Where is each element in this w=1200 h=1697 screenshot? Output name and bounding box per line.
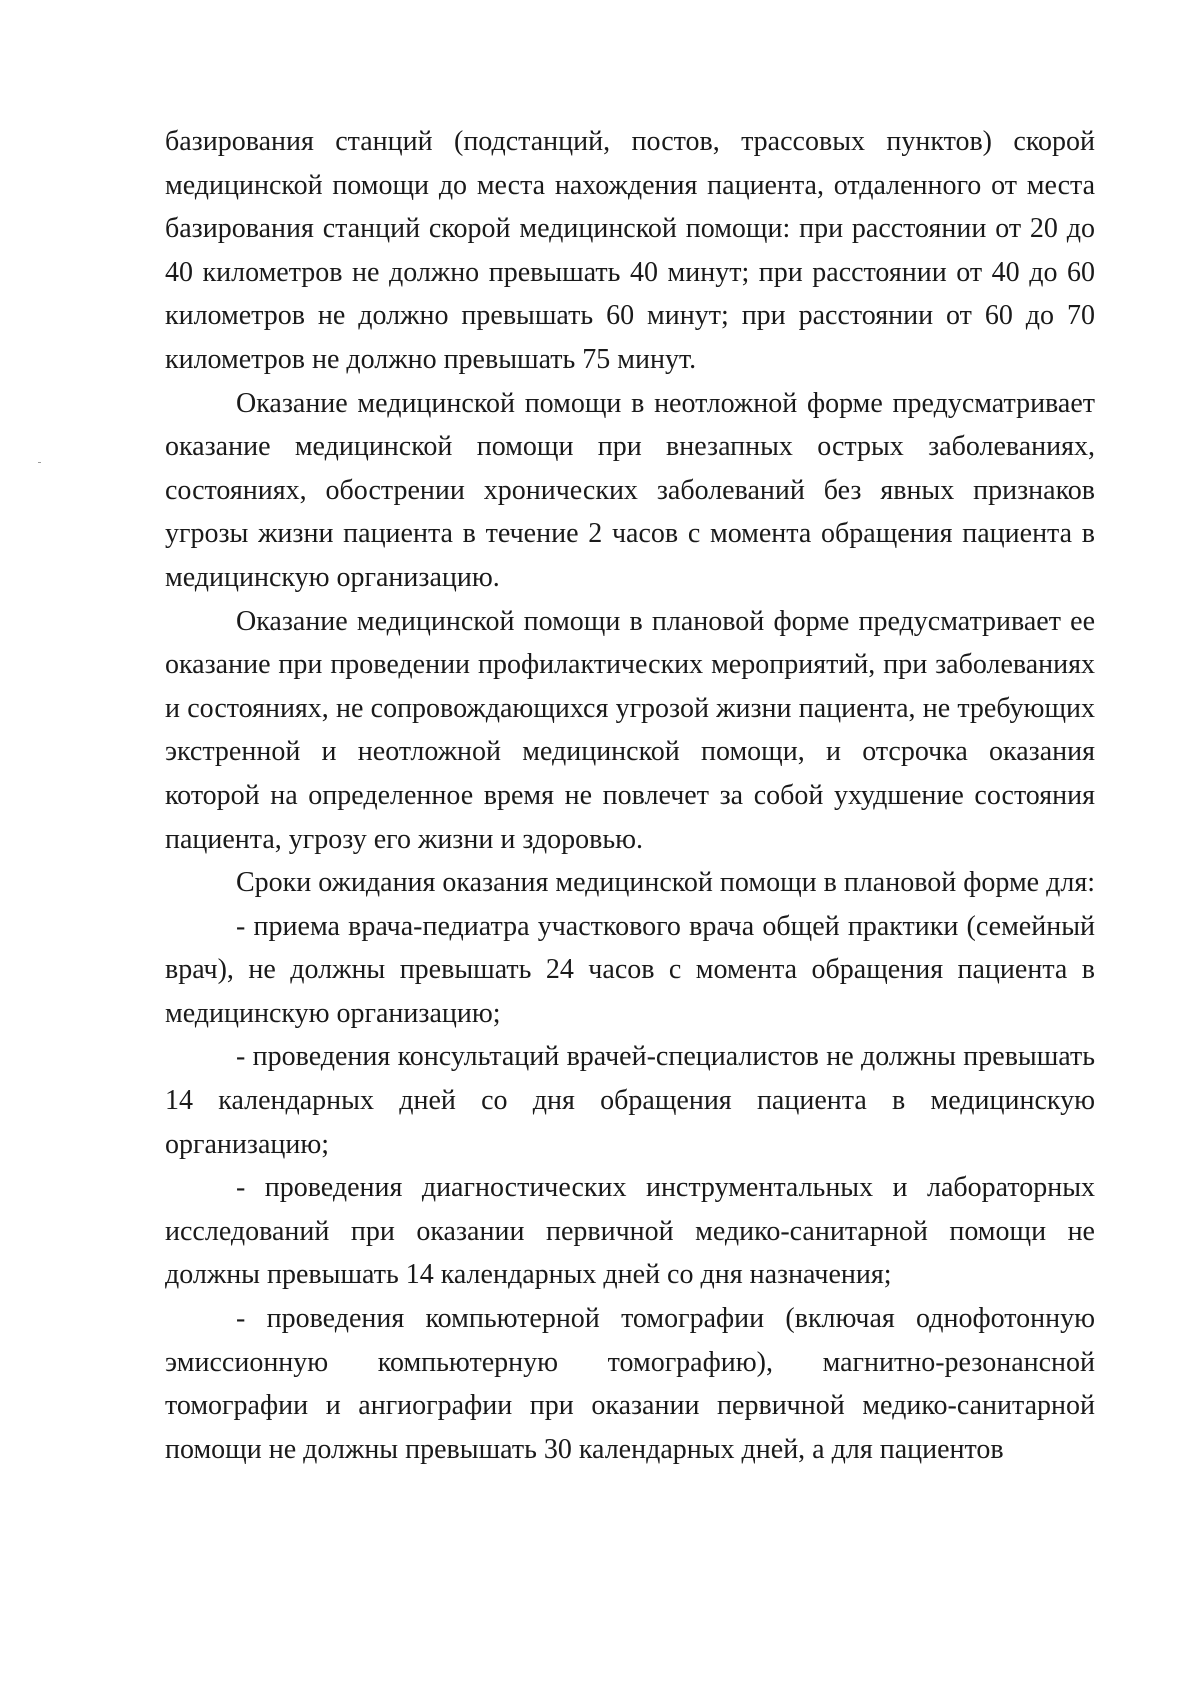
scan-artifact-mark — [38, 462, 41, 463]
paragraph-waiting-times-intro: Сроки ожидания оказания медицинской помощи в плановой форме для: — [236, 867, 1095, 899]
list-item-specialist-consultations: - проведения консультаций врачей-специалистов не должны превышать 14 календарных дней со дня обращения пациента в медицинскую организацию; — [165, 1041, 1095, 1160]
paragraph-urgent-care: Оказание медицинской помощи в неотложной форме предусматривает оказание медицинской помощи при внезапных острых заболеваниях, состояниях, обострении хронических заболеваний без явных признаков угрозы жизни пациента в течение 2 часов с момента обращения пациента в медицинскую организацию. — [165, 387, 1095, 593]
document-page — [165, 120, 1095, 1471]
list-item-tomography: - проведения компьютерной томографии (включая однофотонную эмиссионную компьютерную томографию), магнитно-резонансной томографии и ангиографии при оказании первичной медико-санитарной помощи не должны превышать 30 календарных дней, а для пациентов — [165, 1303, 1095, 1465]
list-item-pediatrician-appointment: - приема врача-педиатра участкового врача общей практики (семейный врач), не должны превышать 24 часов с момента обращения пациента в медицинскую организацию; — [165, 910, 1095, 1029]
paragraph-ambulance-travel-times: базирования станций (подстанций, постов, трассовых пунктов) скорой медицинской помощи до места нахождения пациента, отдаленного от места базирования станций скорой медицинской помощи: при расстоянии от 20 до 40 километров не должно превышать 40 минут; при расстоянии от 40 до 60 километров не должно превышать 60 минут; при расстоянии от 60 до 70 километров не должно превышать 75 минут. — [165, 126, 1095, 375]
paragraph-planned-care: Оказание медицинской помощи в плановой форме предусматривает ее оказание при проведении профилактических мероприятий, при заболеваниях и состояниях, не сопровождающихся угрозой жизни пациента, не требующих экстренной и неотложной медицинской помощи, и отсрочка оказания которой на определенное время не повлечет за собой ухудшение состояния пациента, угрозу его жизни и здоровью. — [165, 605, 1095, 855]
list-item-diagnostic-tests: - проведения диагностических инструментальных и лабораторных исследований при оказании первичной медико-санитарной помощи не должны превышать 14 календарных дней со дня назначения; — [165, 1172, 1095, 1291]
